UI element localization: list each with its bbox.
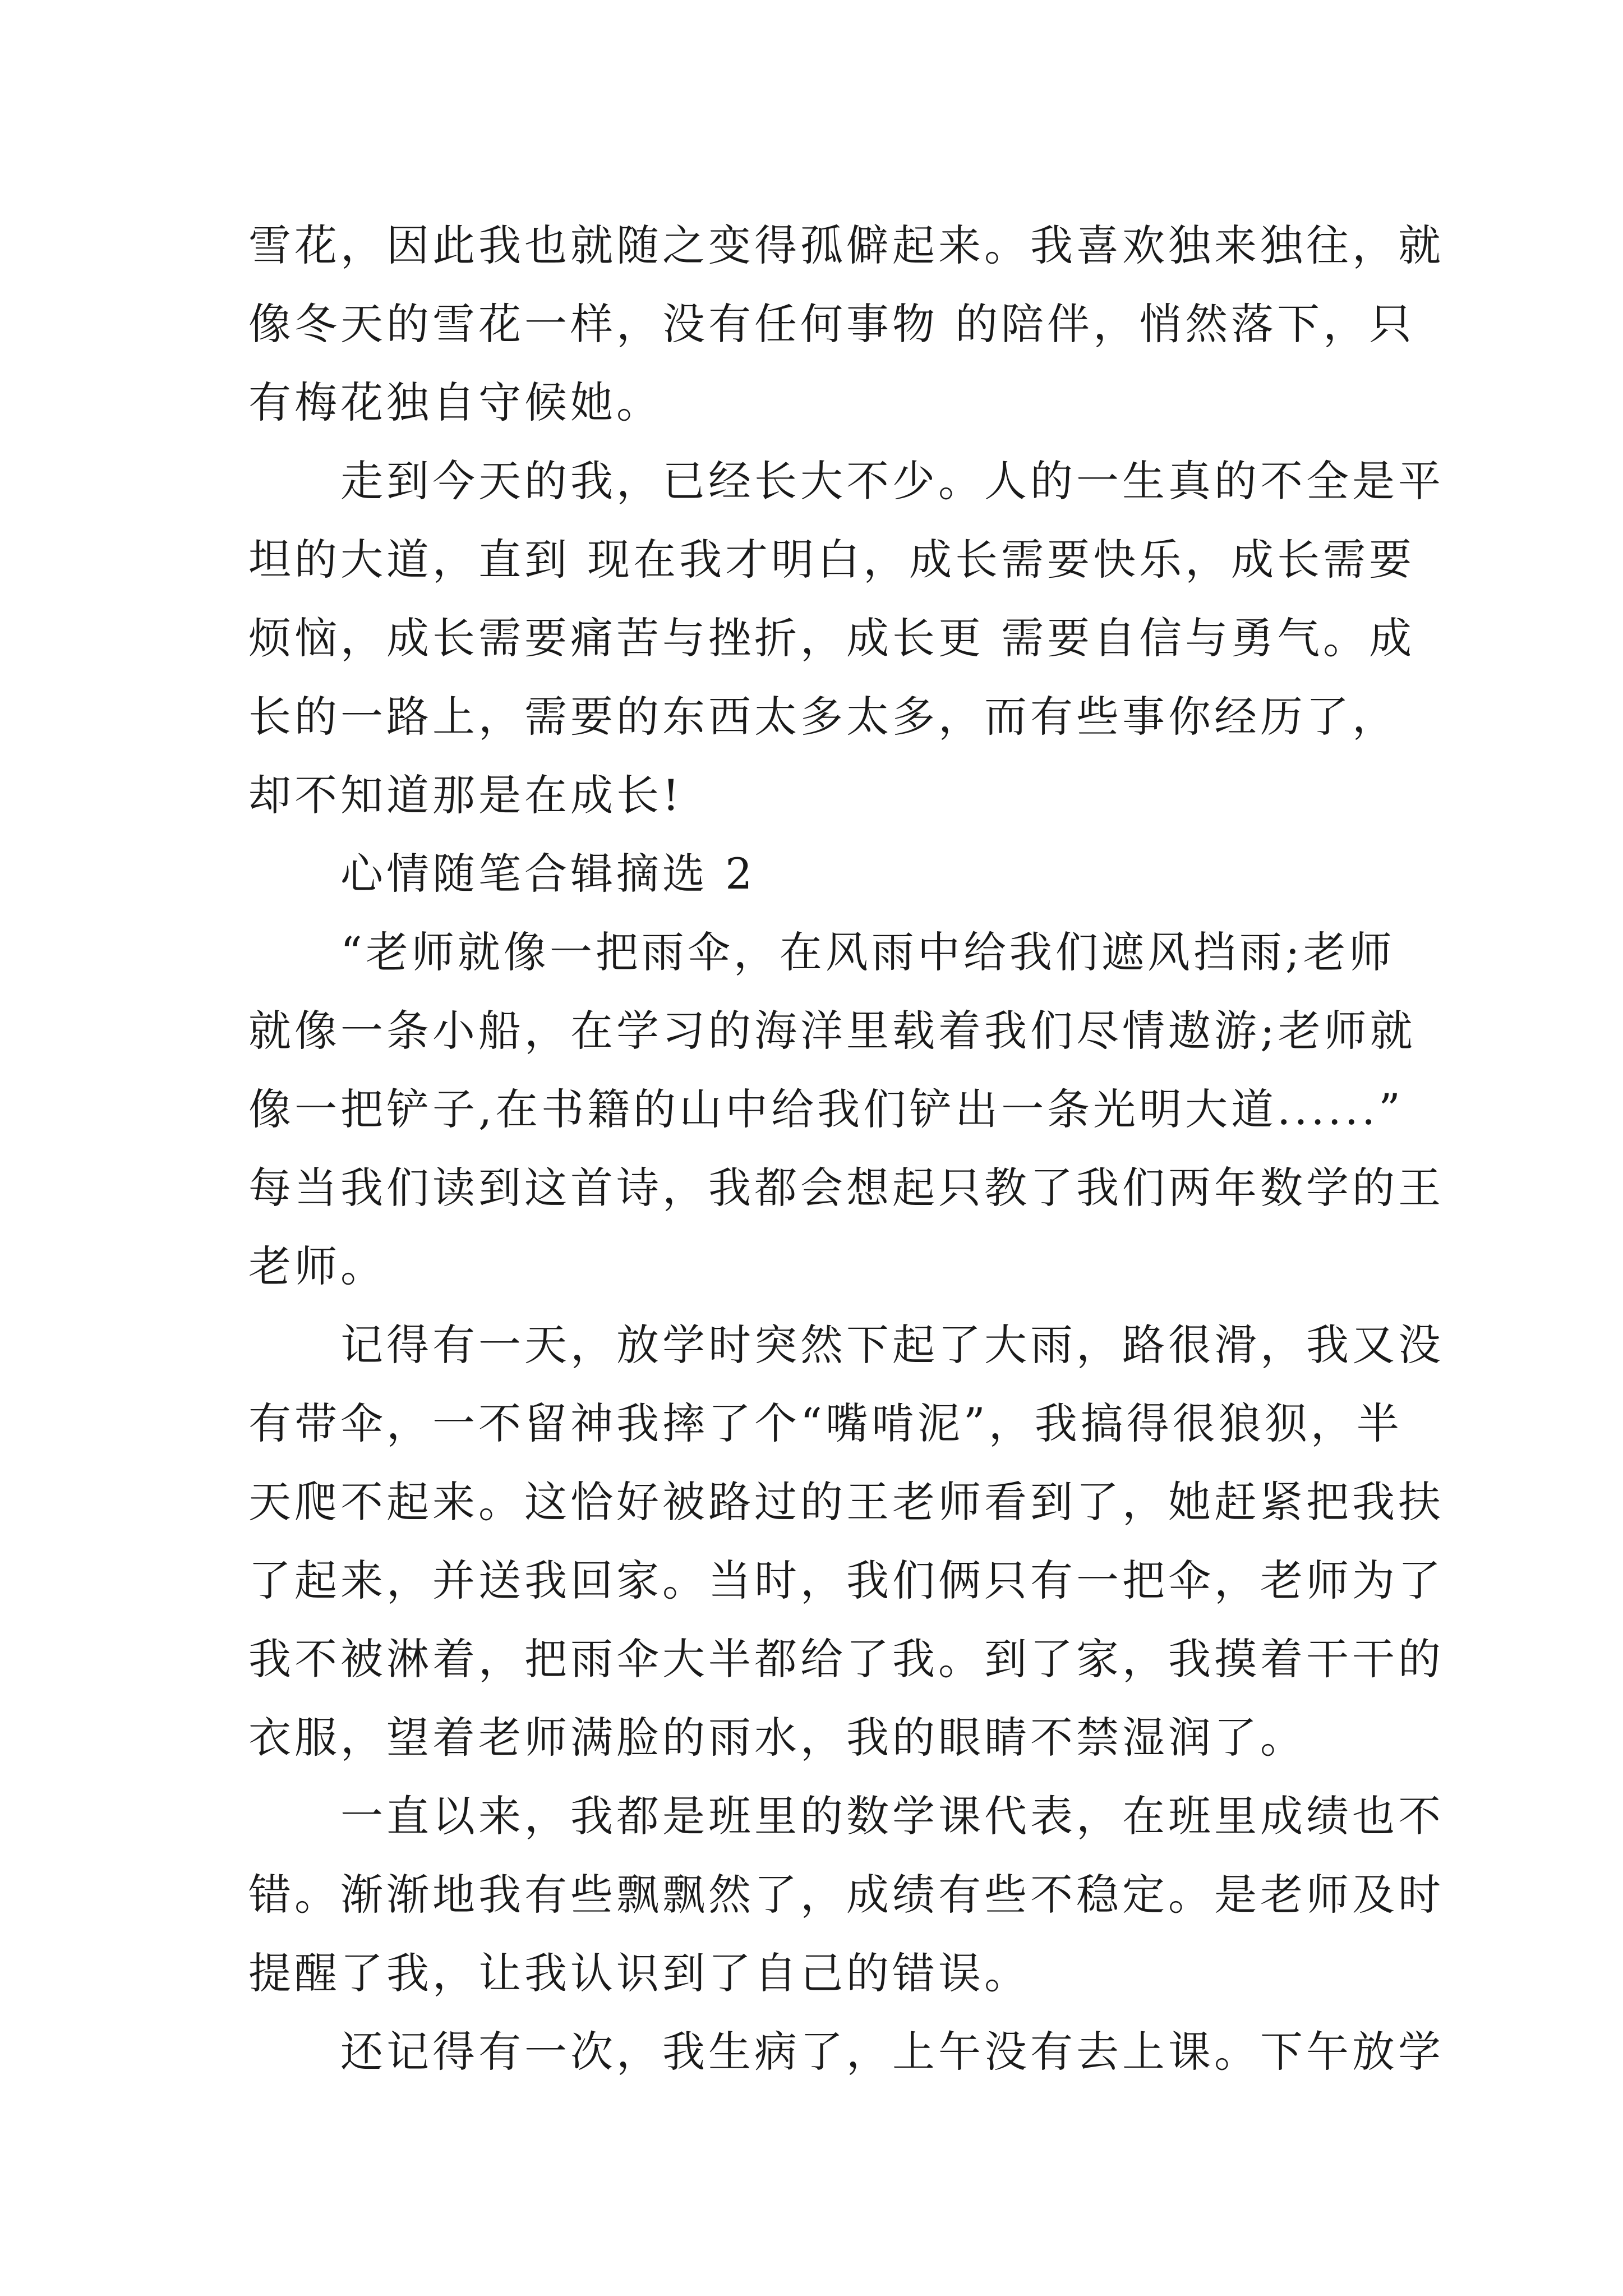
text-line: 记得有一天，放学时突然下起了大雨，路很滑，我又没 (248, 1320, 1444, 1370)
text-line: 有带伞，一不留神我摔了个“嘴啃泥”，我搞得很狼狈，半 (248, 1398, 1403, 1448)
text-line: 却不知道那是在成长! (248, 770, 683, 820)
text-line: 有梅花独自守候她。 (248, 378, 662, 427)
text-line: 提醒了我，让我认识到了自己的错误。 (248, 1948, 1030, 1998)
text-line: 像冬天的雪花一样，没有任何事物 的陪伴，悄然落下，只 (248, 299, 1415, 349)
text-line: 雪花，因此我也就随之变得孤僻起来。我喜欢独来独往，就 (248, 220, 1444, 270)
text-line: 坦的大道，直到 现在我才明白，成长需要快乐，成长需要 (248, 535, 1415, 585)
text-line: 像一把铲子,在书籍的山中给我们铲出一条光明大道......” (248, 1084, 1404, 1134)
text-line: 烦恼，成长需要痛苦与挫折，成长更 需要自信与勇气。成 (248, 613, 1415, 663)
text-line: 还记得有一次，我生病了，上午没有去上课。下午放学 (248, 2027, 1444, 2077)
text-line: 老师。 (248, 1241, 386, 1291)
text-line: 了起来，并送我回家。当时，我们俩只有一把伞，老师为了 (248, 1556, 1444, 1605)
text-line: 长的一路上，需要的东西太多太多，而有些事你经历了， (248, 692, 1398, 742)
text-line: 错。渐渐地我有些飘飘然了，成绩有些不稳定。是老师及时 (248, 1870, 1444, 1920)
text-line: 就像一条小船，在学习的海洋里载着我们尽情遨游;老师就 (248, 1006, 1416, 1056)
text-line: 走到今天的我，已经长大不少。人的一生真的不全是平 (248, 456, 1444, 506)
text-line: “老师就像一把雨伞，在风雨中给我们遮风挡雨;老师 (248, 927, 1395, 977)
text-line: 我不被淋着，把雨伞大半都给了我。到了家，我摸着干干的 (248, 1634, 1444, 1684)
text-line: 衣服，望着老师满脸的雨水，我的眼睛不禁湿润了。 (248, 1713, 1306, 1763)
body-text (248, 206, 1444, 2091)
text-line: 一直以来，我都是班里的数学课代表，在班里成绩也不 (248, 1791, 1444, 1841)
text-line: 天爬不起来。这恰好被路过的王老师看到了，她赶紧把我扶 (248, 1477, 1444, 1527)
text-line: 每当我们读到这首诗，我都会想起只教了我们两年数学的王 (248, 1163, 1444, 1213)
section-heading: 心情随笔合辑摘选 2 (248, 849, 756, 899)
